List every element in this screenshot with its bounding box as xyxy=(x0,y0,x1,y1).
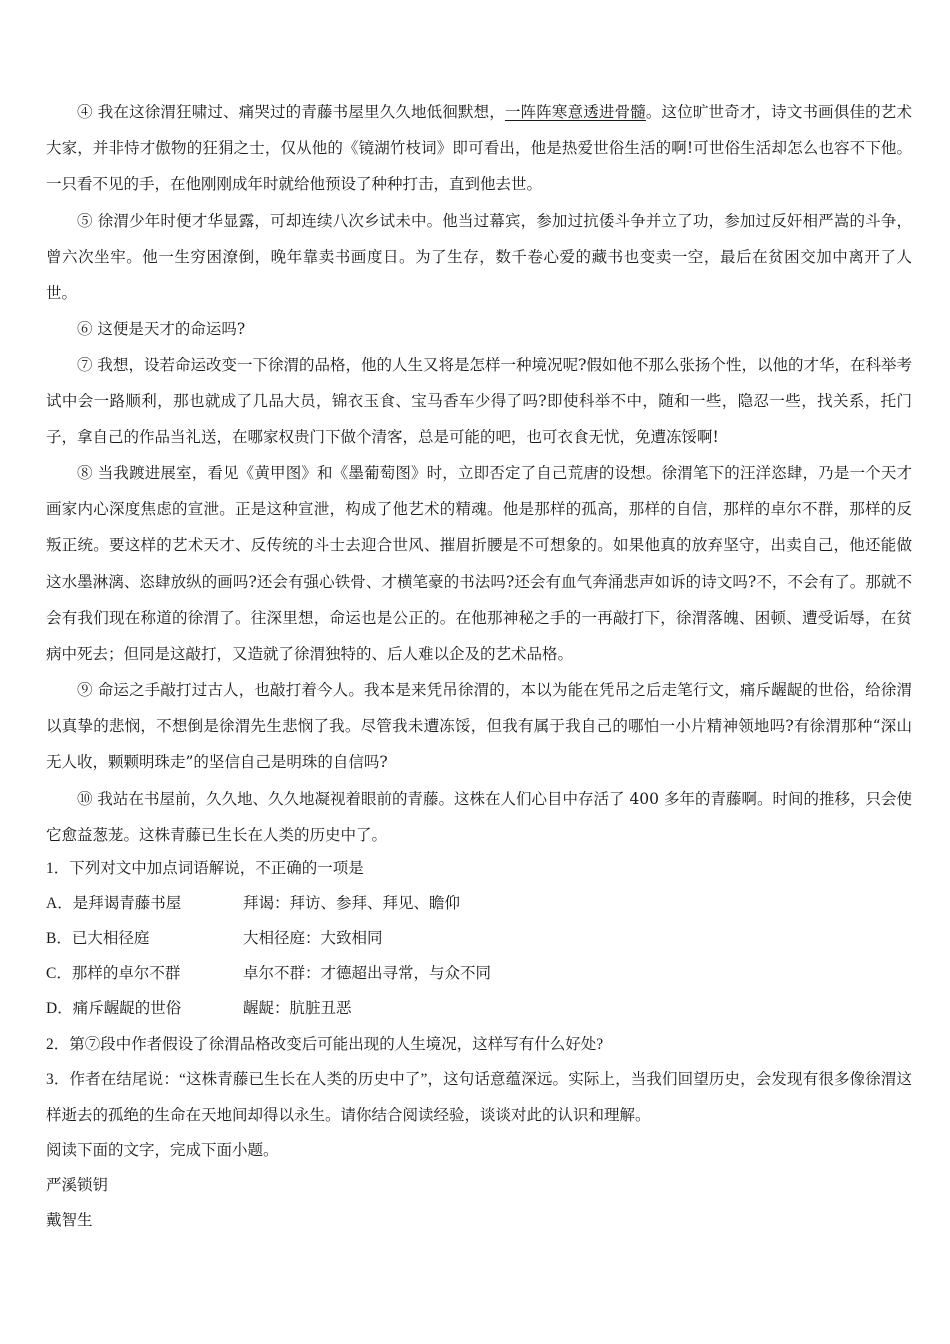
article-author: 戴智生 xyxy=(46,1211,93,1229)
option-explanation: 卓尔不群：才德超出寻常，与众不同 xyxy=(243,965,492,982)
paragraph-8: ⑧ 当我踱进展室，看见《黄甲图》和《墨葡萄图》时，立即否定了自己荒唐的设想。徐渭笔下的汪洋恣肆，乃是一个天才画家内心深度焦虑的宣泄。正是这种宣泄，构成了他艺术的精魂。他是那样的孤高，那样的自信，那样的卓尔不群，那样的反叛正统。要这样的艺术天才、反传统的斗士去迎合世风、摧眉折腰是不可想象的。如果他真的放弃坚守，出卖自己，他还能做这水墨淋漓、恣肆放纵的画吗?还会有强心铁骨、才横笔豪的书法吗?还会有血气奔涌悲声如诉的诗文吗?不，不会有了。那就不会有我们现在称道的徐渭了。往深里想，命运也是公正的。在他那神秘之手的一再敲打下，徐渭落魄、困顿、遭受诟辱，在贫病中死去；但同是这敲打，又造就了徐渭独特的、后人难以企及的艺术品格。 xyxy=(46,464,912,664)
question-1-option-c xyxy=(46,956,912,991)
paragraph-7: ⑦ 我想，设若命运改变一下徐渭的品格，他的人生又将是怎样一种境况呢?假如他不那么张扬个性，以他的才华，在科举考试中会一路顺利，那也就成了几品大员，锦衣玉食、宝马香车少得了吗?即使科举不中，随和一些，隐忍一些，找关系，托门子，拿自己的作品当礼送，在哪家权贵门下做个清客，总是可能的吧，也可衣食无忧，免遭冻馁啊! xyxy=(46,356,912,447)
question-2: 2．第⑦段中作者假设了徐渭品格改变后可能出现的人生境况，这样写有什么好处? xyxy=(46,1036,604,1053)
underlined-phrase: 一阵阵寒意透进骨髓 xyxy=(504,103,646,121)
option-explanation: 大相径庭：大致相同 xyxy=(243,930,383,947)
question-1-option-a xyxy=(46,886,912,921)
paragraph-10: ⑩ 我站在书屋前，久久地、久久地凝视着眼前的青藤。这株在人们心目中存活了 400 多年的青藤啊。时间的推移，只会使它愈益葱茏。这株青藤已生长在人类的历史中了。 xyxy=(46,790,912,845)
question-1-stem: 1．下列对文中加点词语解说，不正确的一项是 xyxy=(46,860,364,877)
question-3: 3．作者在结尾说：“这株青藤已生长在人类的历史中了”，这句话意蕴深远。实际上，当我们回望历史，会发现有很多像徐渭这样逝去的孤绝的生命在天地间却得以永生。请你结合阅读经验，谈谈对此的认识和理解。 xyxy=(46,1071,912,1124)
paragraph-5: ⑤ 徐渭少年时便才华显露，可却连续八次乡试未中。他当过幕宾，参加过抗倭斗争并立了功，参加过反奸相严嵩的斗争，曾六次坐牢。他一生穷困潦倒，晚年靠卖书画度日。为了生存，数千卷心爱的藏书也变卖一空，最后在贫困交加中离开了人世。 xyxy=(46,212,912,303)
option-explanation: 拜谒：拜访、参拜、拜见、瞻仰 xyxy=(243,895,461,912)
option-term: A．是拜谒青藤书屋 xyxy=(46,895,182,912)
paragraph-4-end: 。这位旷世奇才，诗文书画俱佳的艺术大家，并非恃才傲物的狂狷之士，仅从他的《镜湖竹枝词》即可看出，他是热爱世俗生活的啊!可世俗生活却怎么也容不下他。一只看不见的手，在他刚刚成年时就给他预设了种种打击，直到他去世。 xyxy=(46,103,912,194)
option-term: C．那样的卓尔不群 xyxy=(46,965,181,982)
option-explanation: 龌龊：肮脏丑恶 xyxy=(243,1000,352,1017)
option-term: B．已大相径庭 xyxy=(46,930,150,947)
question-1-option-b xyxy=(46,921,912,956)
reading-instruction: 阅读下面的文字，完成下面小题。 xyxy=(46,1142,279,1159)
paragraph-9: ⑨ 命运之手敲打过古人，也敲打着今人。我本是来凭吊徐渭的，本以为能在凭吊之后走笔行文，痛斥龌龊的世俗，给徐渭以真挚的悲悯，不想倒是徐渭先生悲悯了我。尽管我未遭冻馁，但我有属于我自己的哪怕一小片精神领地吗?有徐渭那种“深山无人收，颗颗明珠走”的坚信自己是明珠的自信吗? xyxy=(46,681,912,772)
question-1-option-d xyxy=(46,991,912,1026)
article-title: 严溪锁钥 xyxy=(46,1176,109,1194)
paragraph-6: ⑥ 这便是天才的命运吗? xyxy=(77,320,246,338)
option-term: D．痛斥龌龊的世俗 xyxy=(46,1000,182,1017)
paragraph-4 xyxy=(46,94,912,203)
paragraph-4-start: ④ 我在这徐渭狂啸过、痛哭过的青藤书屋里久久地低徊默想， xyxy=(77,103,505,121)
